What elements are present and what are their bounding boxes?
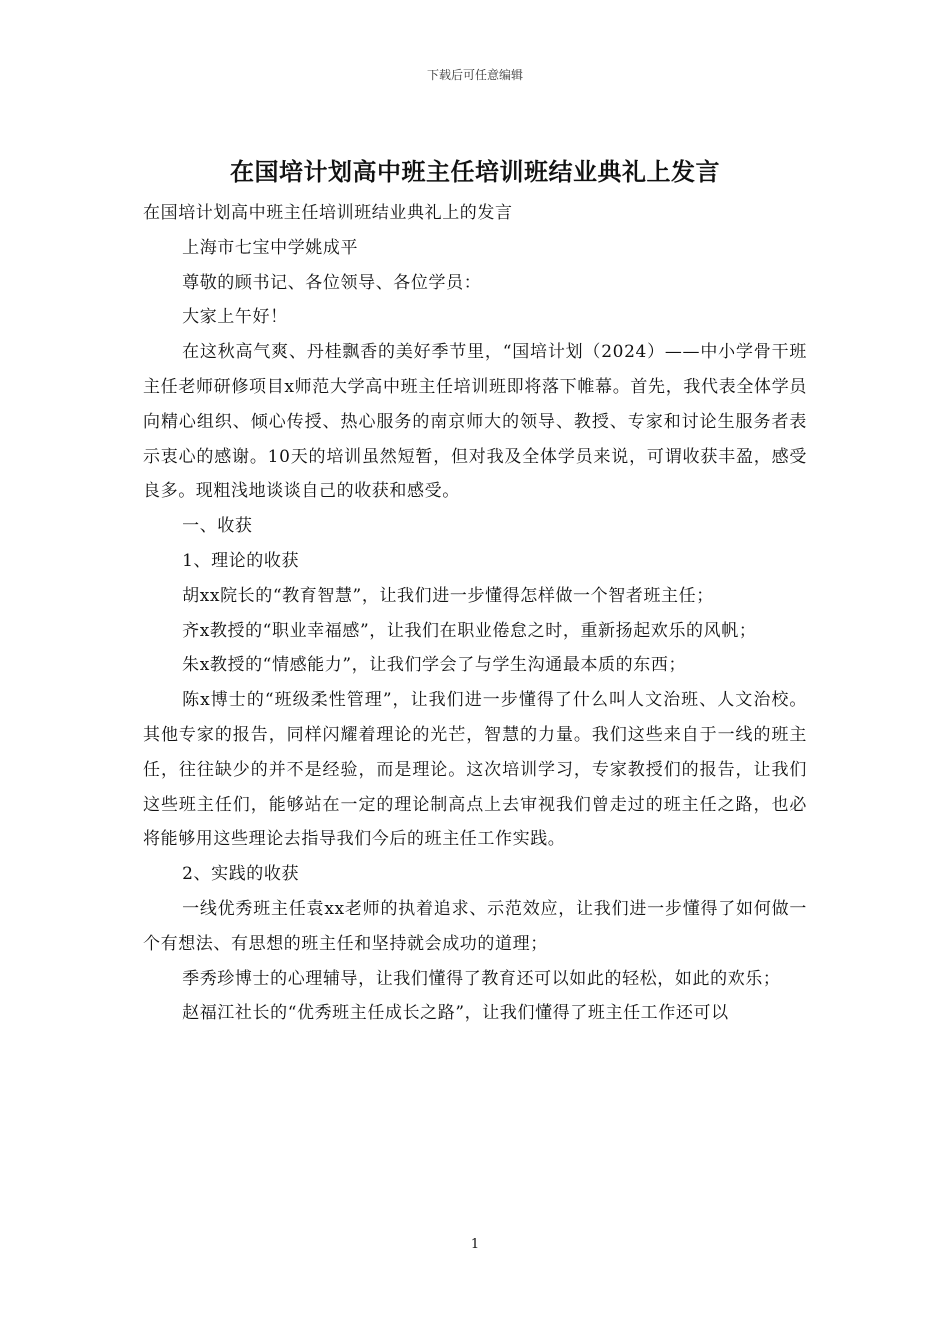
subsection-heading: 1、理论的收获 — [182, 550, 300, 571]
body-paragraph: 朱x教授的“情感能力”，让我们学会了与学生沟通最本质的东西； — [182, 655, 687, 676]
body-paragraph: 胡xx院长的“教育智慧”，让我们进一步懂得怎样做一个智者班主任； — [182, 585, 714, 606]
body-paragraph: 在这秋高气爽、丹桂飘香的美好季节里，“国培计划（2024）——中小学骨干班主任老师研修项目x师范大学高中班主任培训班即将落下帷幕。首先，我代表全体学员向精心组织、倾心传授、热心服务的南京师大的领导、教授、专家和讨论生服务者表示衷心的感谢。10天的培训虽然短暂，但对我及全体学员来说，可谓收获丰盈，感受良多。现粗浅地谈谈自己的收获和感受。 — [143, 342, 807, 502]
salutation: 尊敬的顾书记、各位领导、各位学员： — [182, 272, 482, 293]
document-title: 在国培计划高中班主任培训班结业典礼上发言 — [230, 157, 720, 186]
greeting: 大家上午好！ — [182, 307, 288, 328]
author-line: 上海市七宝中学姚成平 — [182, 237, 359, 258]
subsection-heading: 2、实践的收获 — [182, 864, 300, 885]
subtitle-paragraph: 在国培计划高中班主任培训班结业典礼上的发言 — [143, 203, 513, 223]
body-paragraph: 齐x教授的“职业幸福感”，让我们在职业倦怠之时，重新扬起欢乐的风帆； — [182, 620, 757, 641]
body-paragraph: 陈x博士的“班级柔性管理”，让我们进一步懂得了什么叫人文治班、人文治校。其他专家的报告，同样闪耀着理论的光芒，智慧的力量。我们这些来自于一线的班主任，往往缺少的并不是经验，而是理论。这次培训学习，专家教授们的报告，让我们这些班主任们，能够站在一定的理论制高点上去审视我们曾走过的班主任之路，也必将能够用这些理论去指导我们今后的班主任工作实践。 — [143, 690, 807, 850]
section-heading: 一、收获 — [182, 516, 253, 537]
body-paragraph: 赵福江社长的“优秀班主任成长之路”，让我们懂得了班主任工作还可以 — [182, 1003, 729, 1024]
page-header-note: 下载后可任意编辑 — [426, 68, 523, 82]
document-body — [143, 196, 807, 1031]
body-paragraph: 一线优秀班主任袁xx老师的执着追求、示范效应，让我们进一步懂得了如何做一个有想法、有思想的班主任和坚持就会成功的道理； — [143, 898, 807, 954]
page-number: 1 — [470, 1237, 480, 1252]
body-paragraph: 季秀珍博士的心理辅导，让我们懂得了教育还可以如此的轻松，如此的欢乐； — [182, 968, 781, 989]
